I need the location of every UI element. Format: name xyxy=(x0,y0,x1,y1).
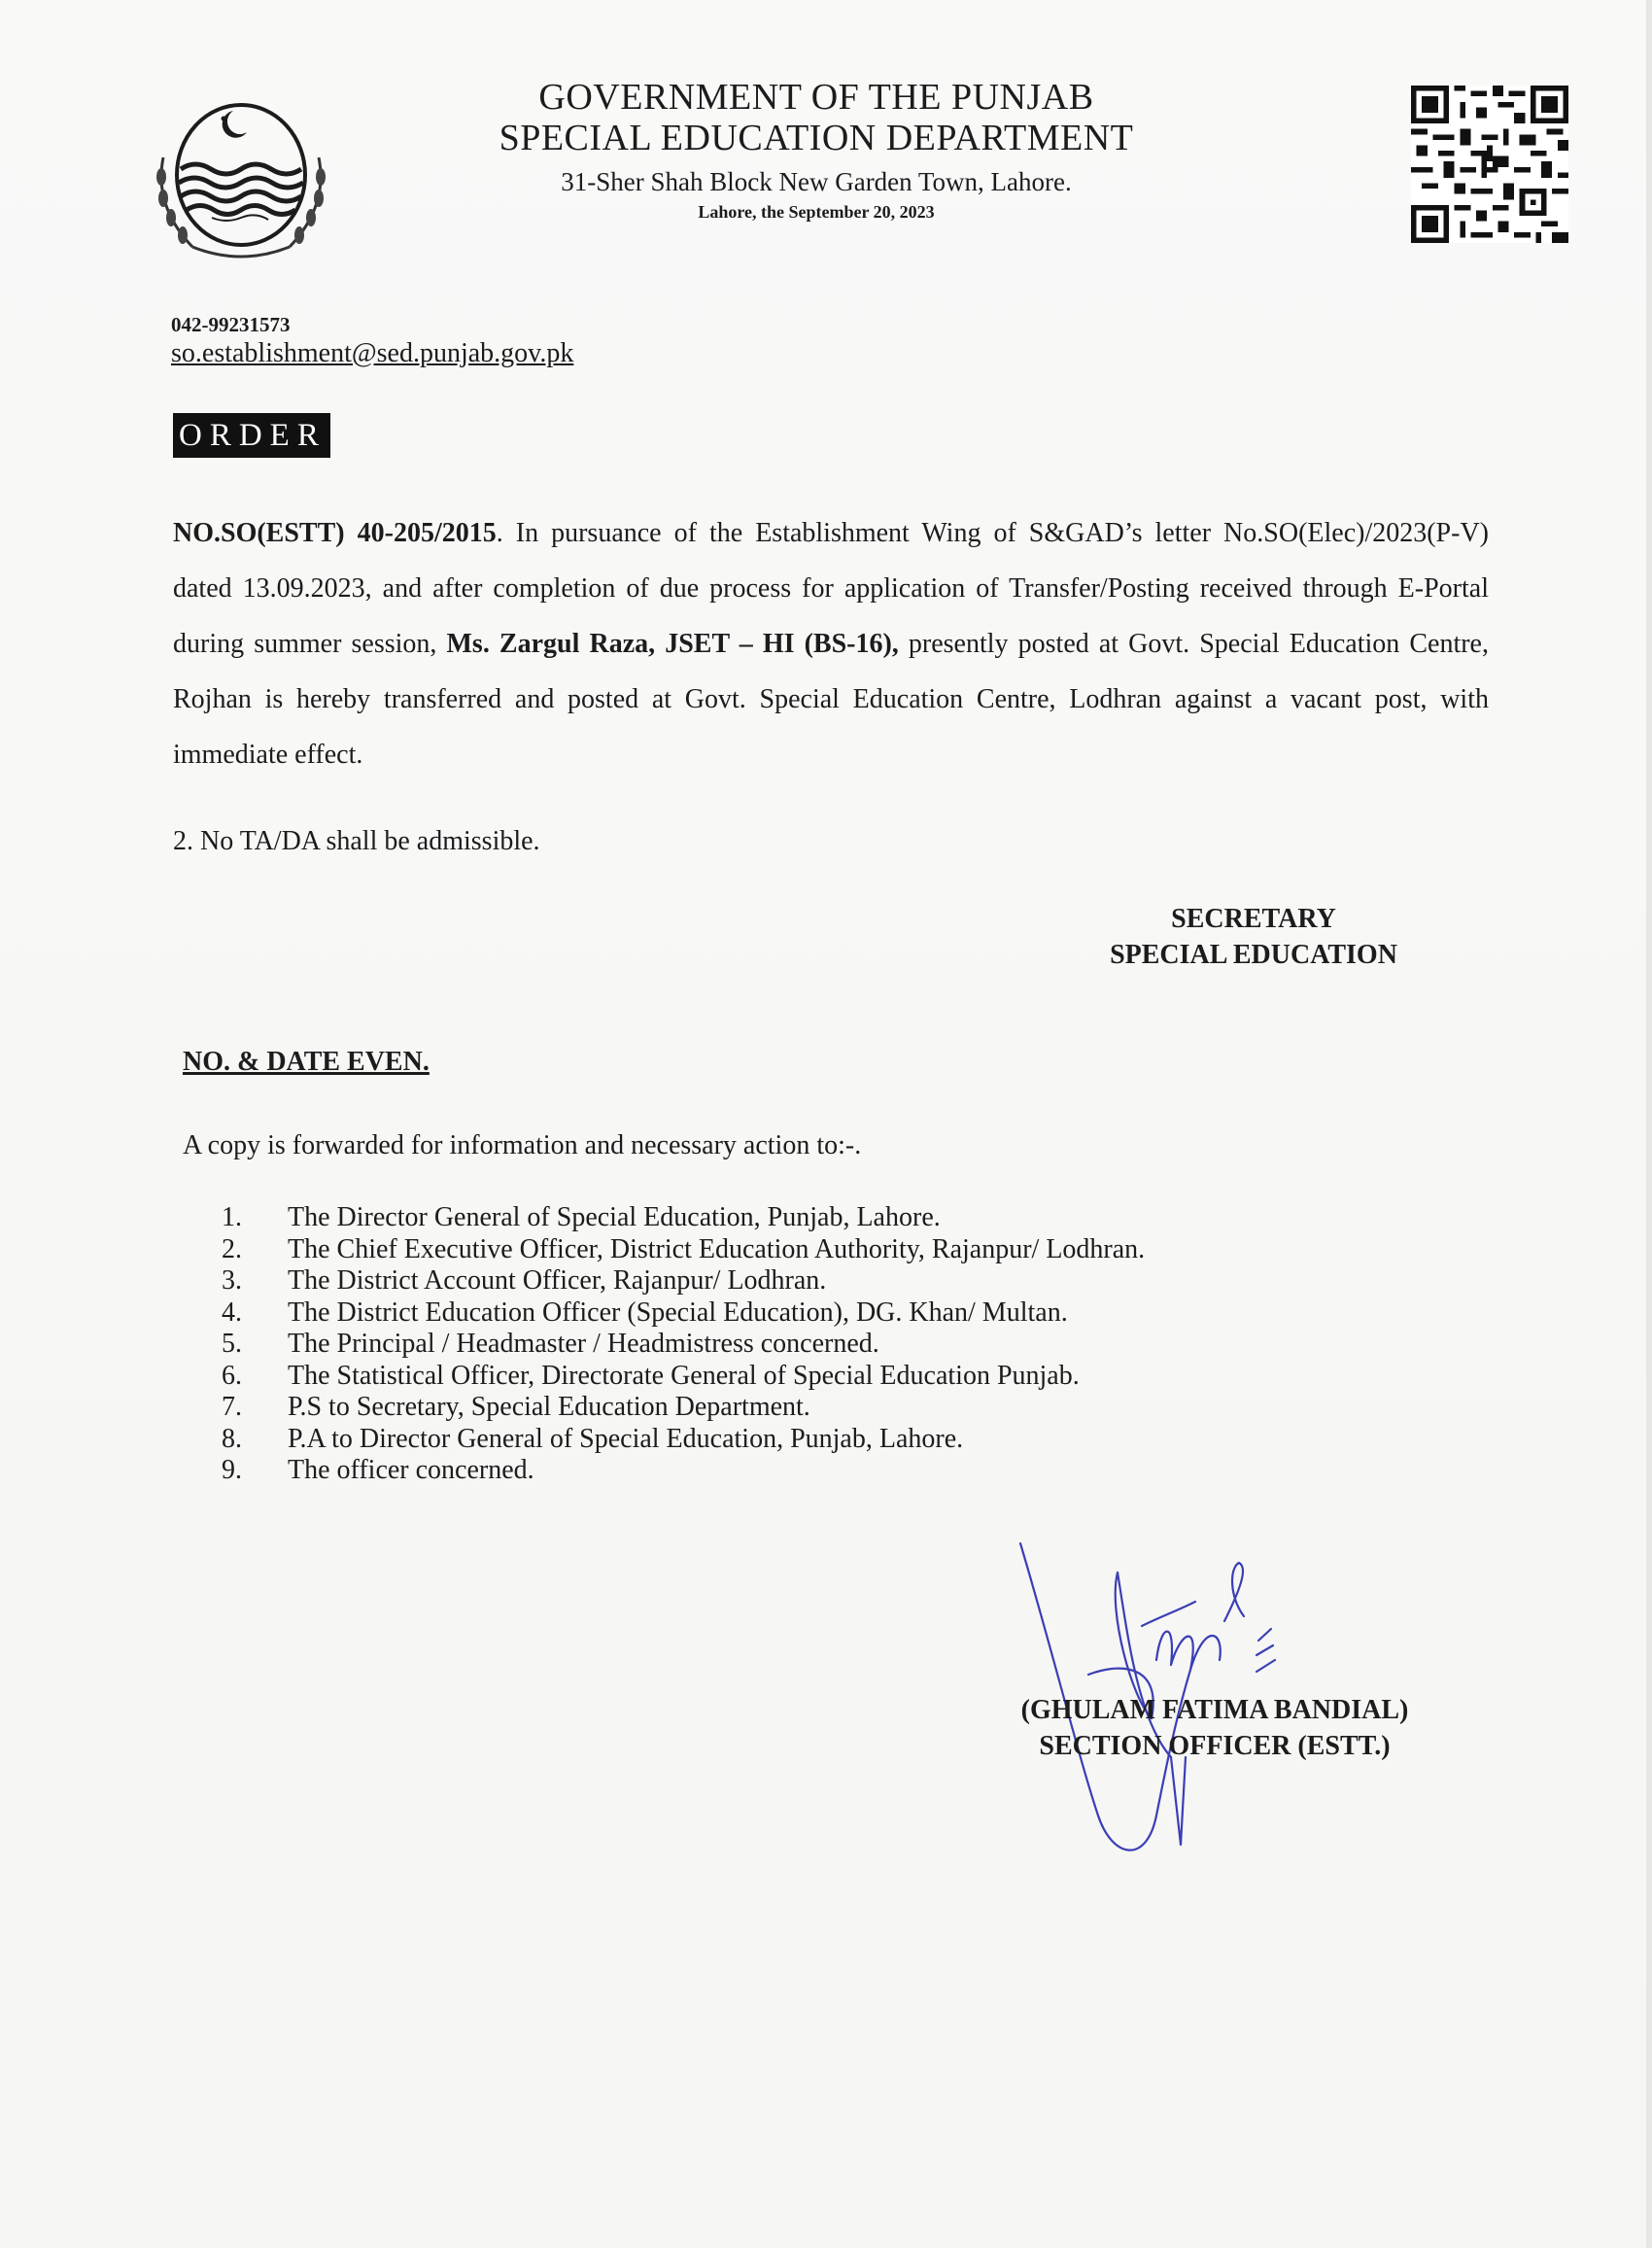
list-item xyxy=(222,1392,1145,1424)
list-item xyxy=(222,1424,1145,1456)
list-item xyxy=(222,1297,1145,1330)
list-item-text: P.A to Director General of Special Education, Punjab, Lahore. xyxy=(288,1423,964,1454)
order-text-part1: . In pursuance of the Establishment Wing of S&GAD’s letter No.SO(Elec)/2023(P-V) dated 13.09.2023, and after completion of due process for application of Transfer/Posting received through E-Portal during summer session, xyxy=(173,518,1489,659)
secretary-department: SPECIAL EDUCATION xyxy=(1110,940,1397,970)
order-point-2: 2. No TA/DA shall be admissible. xyxy=(173,826,540,856)
list-item-number: 2. xyxy=(222,1233,242,1264)
list-item xyxy=(222,1329,1145,1361)
header-address: 31-Sher Shah Block New Garden Town, Lahore. xyxy=(561,167,1072,196)
contact-email-link[interactable]: so.establishment@sed.punjab.gov.pk xyxy=(171,338,574,368)
list-item xyxy=(222,1202,1145,1234)
order-title: ORDER xyxy=(173,413,330,458)
contact-phone: 042-99231573 xyxy=(171,313,291,336)
secretary-title: SECRETARY xyxy=(1171,904,1336,934)
list-item-text: The District Account Officer, Rajanpur/ Lodhran. xyxy=(288,1265,827,1296)
page-edge xyxy=(1646,0,1652,2248)
list-item-number: 1. xyxy=(222,1202,242,1232)
list-item-number: 7. xyxy=(222,1392,242,1422)
employee-name: Ms. Zargul Raza, JSET – HI (BS-16), xyxy=(446,629,899,659)
list-item-text: The Chief Executive Officer, District Education Authority, Rajanpur/ Lodhran. xyxy=(288,1233,1146,1264)
list-item-text: The Director General of Special Education, Punjab, Lahore. xyxy=(288,1202,941,1232)
list-item-number: 6. xyxy=(222,1360,242,1391)
list-item-number: 4. xyxy=(222,1297,242,1328)
copy-intro: A copy is forwarded for information and necessary action to:-. xyxy=(183,1130,862,1160)
copy-heading: NO. & DATE EVEN. xyxy=(183,1047,430,1077)
list-item-number: 3. xyxy=(222,1265,242,1296)
list-item-text: P.S to Secretary, Special Education Department. xyxy=(288,1392,810,1422)
list-item-text: The District Education Officer (Special Education), DG. Khan/ Multan. xyxy=(288,1297,1068,1328)
qr-code-icon xyxy=(1411,86,1568,243)
punjab-emblem-icon xyxy=(144,89,348,284)
list-item-number: 9. xyxy=(222,1455,242,1485)
list-item-text: The Statistical Officer, Directorate General of Special Education Punjab. xyxy=(288,1360,1080,1391)
header-government: GOVERNMENT OF THE PUNJAB xyxy=(538,77,1094,118)
list-item-number: 5. xyxy=(222,1329,242,1359)
order-reference-number: NO.SO(ESTT) 40-205/2015 xyxy=(173,518,497,548)
order-paragraph xyxy=(173,505,1489,782)
list-item-text: The officer concerned. xyxy=(288,1455,534,1485)
list-item xyxy=(222,1455,1145,1487)
signatory-name: (GHULAM FATIMA BANDIAL) xyxy=(1020,1695,1409,1725)
distribution-list xyxy=(222,1202,1145,1487)
header-date: Lahore, the September 20, 2023 xyxy=(698,202,935,222)
signatory-designation: SECTION OFFICER (ESTT.) xyxy=(1039,1731,1391,1761)
list-item xyxy=(222,1234,1145,1266)
list-item xyxy=(222,1361,1145,1393)
header-department: SPECIAL EDUCATION DEPARTMENT xyxy=(499,118,1134,158)
list-item-text: The Principal / Headmaster / Headmistress concerned. xyxy=(288,1329,879,1359)
list-item xyxy=(222,1265,1145,1297)
list-item-number: 8. xyxy=(222,1423,242,1454)
order-text-part2: presently posted at Govt. Special Education Centre, Rojhan is hereby transferred and posted at Govt. Special Education Centre, Lodhran against a vacant post, with immediate effect. xyxy=(173,629,1489,770)
